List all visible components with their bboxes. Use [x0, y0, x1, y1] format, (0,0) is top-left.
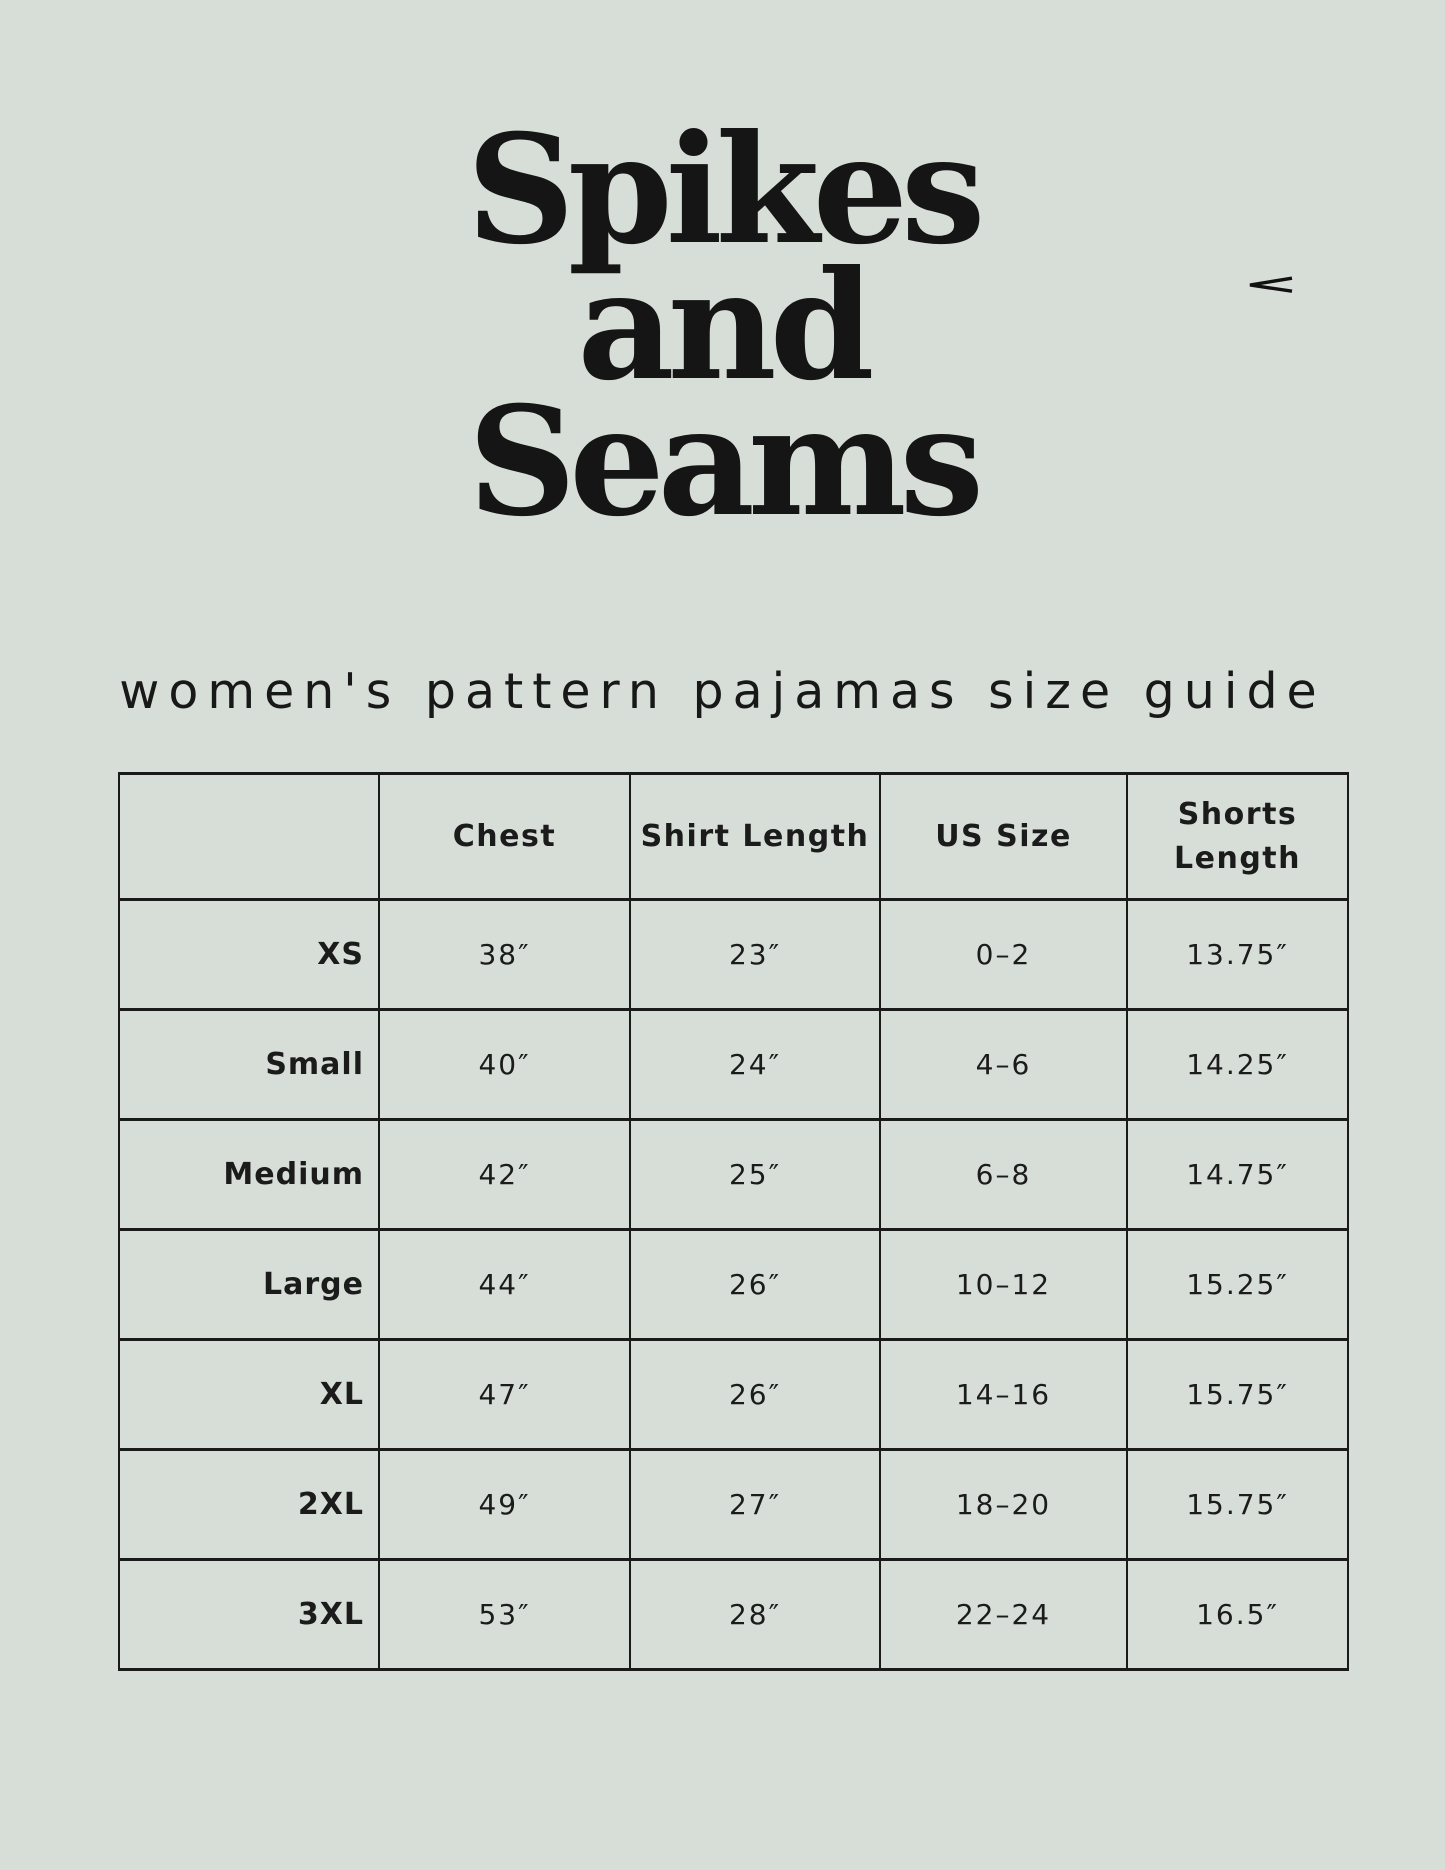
us-size-cell: 4–6 [880, 1010, 1127, 1120]
table-row-large [119, 1230, 1348, 1340]
size-guide-table [118, 772, 1349, 1671]
size-label-cell: Medium [119, 1120, 379, 1230]
corner-cell [119, 774, 379, 900]
shorts-length-cell: 14.25″ [1127, 1010, 1348, 1120]
shorts-length-cell: 15.75″ [1127, 1450, 1348, 1560]
chest-cell: 44″ [379, 1230, 630, 1340]
chest-cell: 38″ [379, 900, 630, 1010]
shirt-length-cell: 27″ [630, 1450, 880, 1560]
size-label-cell: 2XL [119, 1450, 379, 1560]
logo-line-2: and [577, 238, 868, 414]
size-label-cell: XS [119, 900, 379, 1010]
size-label-cell: Small [119, 1010, 379, 1120]
chest-cell: 40″ [379, 1010, 630, 1120]
us-size-cell: 0–2 [880, 900, 1127, 1010]
us-size-cell: 22–24 [880, 1560, 1127, 1670]
logo-line-3: Seams [467, 374, 978, 550]
header-shorts-length-label: Shorts Length [1174, 797, 1301, 876]
chest-cell: 53″ [379, 1560, 630, 1670]
shorts-length-cell: 16.5″ [1127, 1560, 1348, 1670]
flat-left-angle-icon [1246, 275, 1294, 294]
header-us-size: US Size [880, 774, 1127, 900]
shorts-length-cell: 15.75″ [1127, 1340, 1348, 1450]
header-chest: Chest [379, 774, 630, 900]
shirt-length-cell: 28″ [630, 1560, 880, 1670]
size-label-cell: Large [119, 1230, 379, 1340]
brand-logo [0, 102, 1445, 550]
size-label-cell: XL [119, 1340, 379, 1450]
table-row-xs [119, 900, 1348, 1010]
header-shorts-length [1127, 774, 1348, 900]
shirt-length-cell: 24″ [630, 1010, 880, 1120]
page-title: women's pattern pajamas size guide [119, 663, 1326, 720]
header-shirt-length: Shirt Length [630, 774, 880, 900]
shorts-length-cell: 14.75″ [1127, 1120, 1348, 1230]
table-row-3xl [119, 1560, 1348, 1670]
us-size-cell: 6–8 [880, 1120, 1127, 1230]
table-row-medium [119, 1120, 1348, 1230]
shirt-length-cell: 23″ [630, 900, 880, 1010]
shorts-length-cell: 13.75″ [1127, 900, 1348, 1010]
us-size-cell: 18–20 [880, 1450, 1127, 1560]
chest-cell: 47″ [379, 1340, 630, 1450]
size-label-cell: 3XL [119, 1560, 379, 1670]
shirt-length-cell: 26″ [630, 1230, 880, 1340]
us-size-cell: 10–12 [880, 1230, 1127, 1340]
shorts-length-cell: 15.25″ [1127, 1230, 1348, 1340]
table-row-xl [119, 1340, 1348, 1450]
table-row-2xl [119, 1450, 1348, 1560]
chest-cell: 49″ [379, 1450, 630, 1560]
table-row-small [119, 1010, 1348, 1120]
logo-line-1: Spikes [466, 102, 979, 278]
us-size-cell: 14–16 [880, 1340, 1127, 1450]
table-header-row [119, 774, 1348, 900]
shirt-length-cell: 26″ [630, 1340, 880, 1450]
chest-cell: 42″ [379, 1120, 630, 1230]
shirt-length-cell: 25″ [630, 1120, 880, 1230]
